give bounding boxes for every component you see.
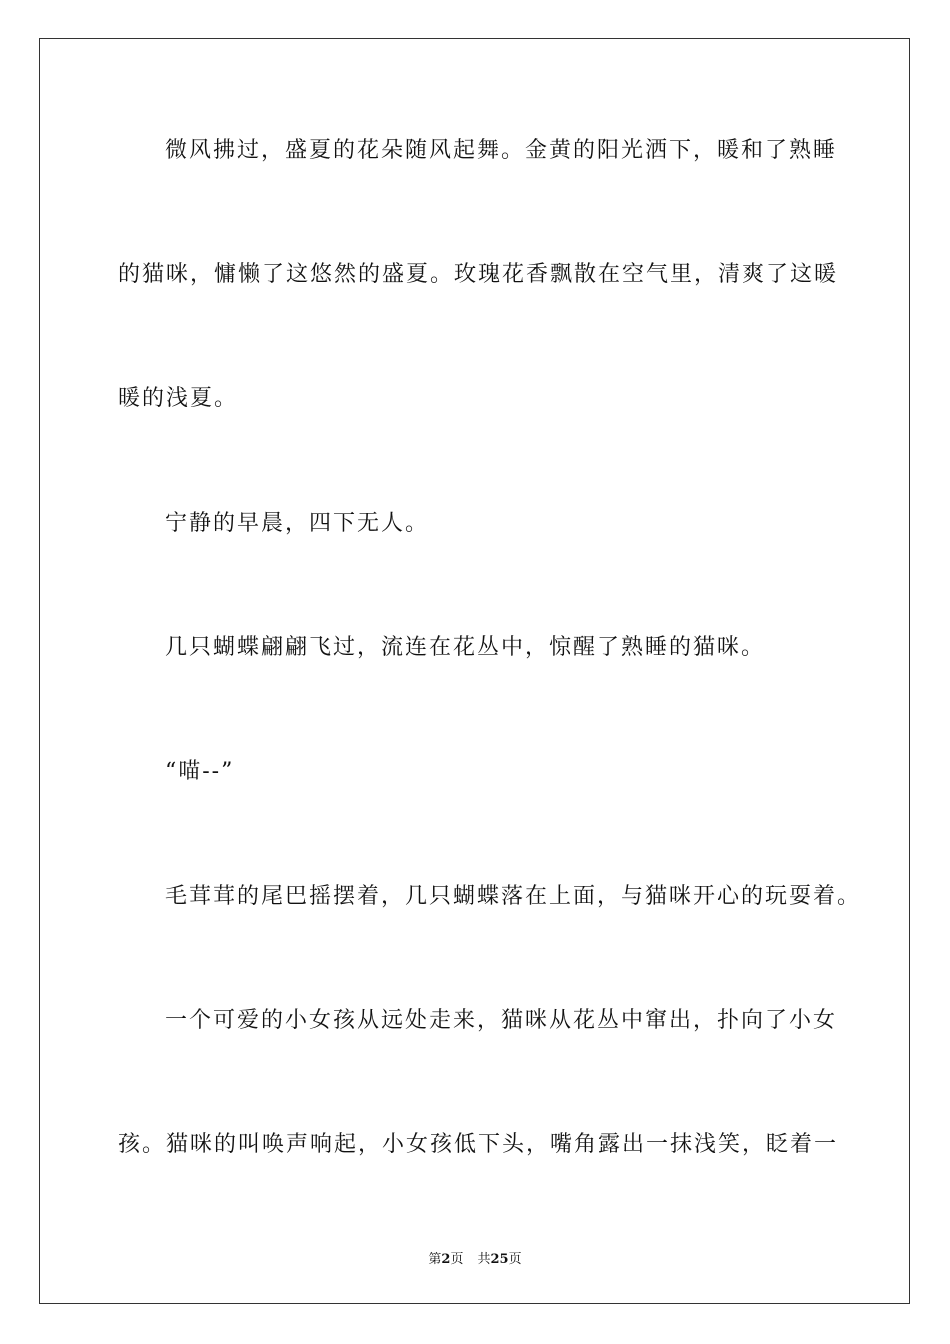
paragraph-line: 暖的浅夏。	[118, 386, 239, 411]
paragraph-line: 几只蝴蝶翩翩飞过，流连在花丛中，惊醒了熟睡的猫咪。	[165, 635, 766, 660]
footer-page-prefix: 第	[428, 1252, 442, 1267]
paragraph-line: 的猫咪，慵懒了这悠然的盛夏。玫瑰花香飘散在空气里，清爽了这暖	[118, 262, 839, 287]
footer-total-number: 25	[490, 1252, 509, 1267]
page-footer	[0, 1248, 950, 1267]
paragraph-line: 毛茸茸的尾巴摇摆着，几只蝴蝶落在上面，与猫咪开心的玩耍着。	[165, 884, 862, 909]
page-border	[39, 38, 910, 1304]
paragraph-line: 一个可爱的小女孩从远处走来，猫咪从花丛中窜出，扑向了小女	[165, 1008, 838, 1033]
footer-total-suffix: 页	[508, 1252, 522, 1267]
paragraph-line: 孩。猫咪的叫唤声响起，小女孩低下头，嘴角露出一抹浅笑，眨着一	[118, 1132, 839, 1157]
paragraph-line: “喵--”	[165, 759, 235, 784]
paragraph-line: 微风拂过，盛夏的花朵随风起舞。金黄的阳光洒下，暖和了熟睡	[165, 138, 838, 163]
footer-page-suffix: 页	[450, 1252, 464, 1267]
footer-page-number: 2	[441, 1252, 451, 1267]
footer-total-prefix: 共	[477, 1252, 491, 1267]
paragraph-line: 宁静的早晨，四下无人。	[165, 511, 430, 536]
